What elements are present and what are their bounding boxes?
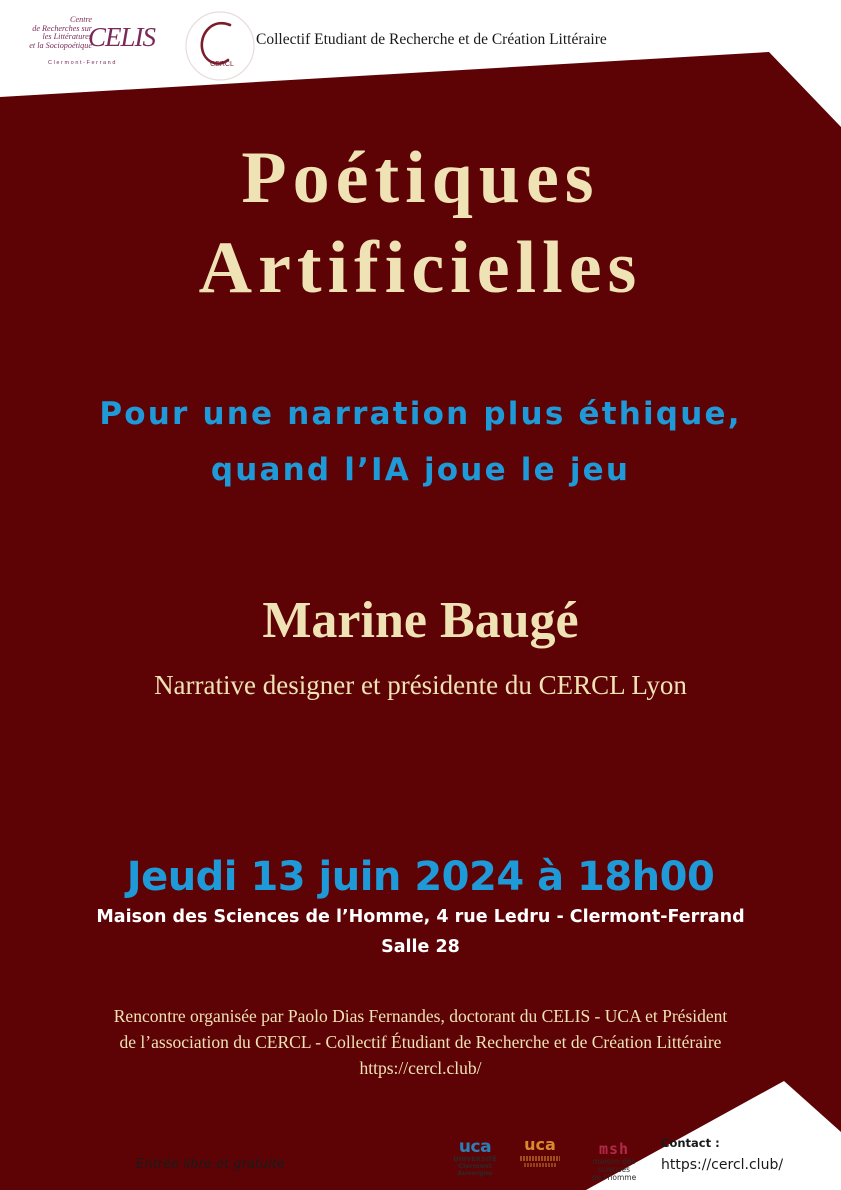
msh-logo-line: maison des sciences [592,1157,636,1174]
speaker-name: Marine Baugé [262,592,579,649]
organizer-line-1: Rencontre organisée par Paolo Dias Fernandes, doctorant du CELIS - UCA et Président [113,1006,728,1026]
uca-logo [452,1138,498,1177]
celis-logo-city: Clermont-Ferrand [48,60,118,66]
celis-logo-line: Centre [70,15,92,24]
uca-logo-line: UNIVERSITÉ [453,1155,497,1163]
event-room: Salle 28 [381,937,460,957]
event-date: Jeudi 13 juin 2024 à 18h00 [126,854,715,900]
cercl-logo-text: CERCL [210,61,234,68]
event-venue: Maison des Sciences de l’Homme, 4 rue Ledru - Clermont-Ferrand [96,907,745,927]
uca-logo-line: Auvergne [457,1169,493,1177]
organizer-line-2: de l’association du CERCL - Collectif Étudiant de Recherche et de Création Littéraire [119,1032,722,1052]
uca-logo-mark: uca [458,1137,492,1157]
uca-partner-logo-line [520,1156,560,1161]
event-title-line-2: Artificielles [198,227,643,309]
msh-logo [580,1140,648,1182]
msh-logo-line: de l'homme [591,1173,637,1182]
celis-logo [8,16,158,68]
cercl-logo [184,10,256,82]
celis-logo-line: les Littératures [42,32,92,42]
event-title-line-1: Poétiques [241,137,600,219]
contact-link[interactable]: https://cercl.club/ [661,1157,784,1173]
celis-logo-line: de Recherches sur [32,23,92,33]
uca-partner-logo-mark: uca [524,1135,556,1154]
celis-logo-mark: CELIS [88,22,156,52]
celis-logo-small-text [8,16,92,50]
event-subtitle-line-2: quand l’IA joue le jeu [210,452,631,488]
uca-partner-logo [520,1136,560,1167]
entry-info: Entrée libre et gratuite [136,1157,285,1172]
contact-label: Contact : [661,1136,720,1150]
uca-logo-line: Clermont [458,1162,492,1170]
uca-partner-logo-line [524,1163,556,1167]
speaker-role: Narrative designer et présidente du CERCL Lyon [154,670,687,700]
celis-logo-line: et la Sociopoétique [29,40,92,50]
organizer-link[interactable]: https://cercl.club/ [359,1058,482,1078]
msh-logo-mark: msh [598,1140,630,1158]
event-subtitle-line-1: Pour une narration plus éthique, [99,396,742,432]
header-title: Collectif Etudiant de Recherche et de Création Littéraire [256,31,607,48]
